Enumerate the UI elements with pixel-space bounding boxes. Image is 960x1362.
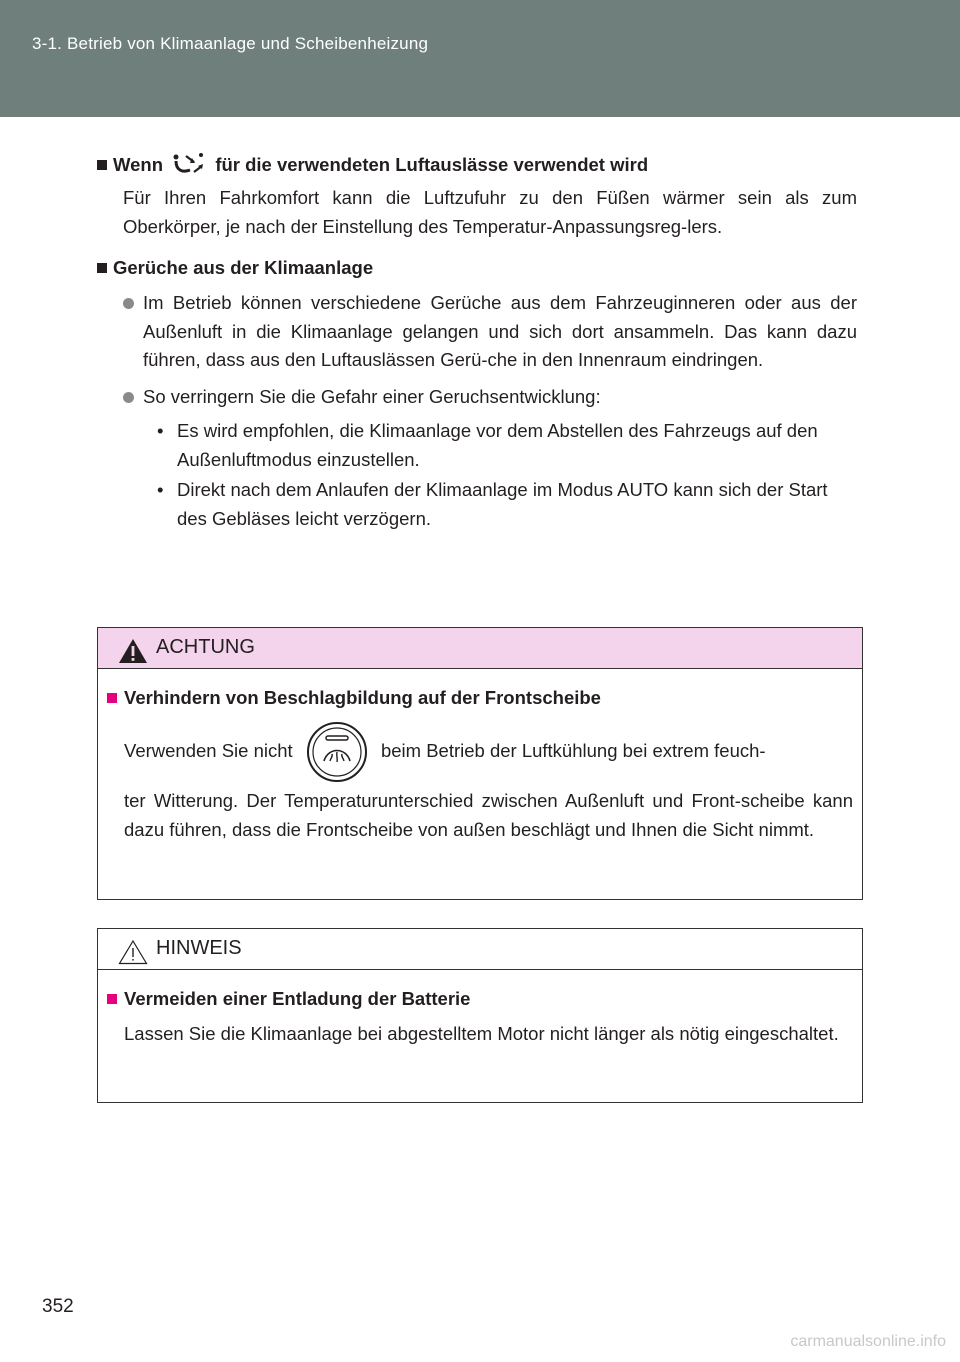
dot-bullet-icon: • xyxy=(157,479,164,500)
heading-text-post: für die verwendeten Luftauslässe verwendet wird xyxy=(215,154,649,175)
sub-item-1 xyxy=(157,417,857,474)
square-bullet-icon xyxy=(97,263,107,273)
main-content xyxy=(97,150,857,533)
notice-heading xyxy=(107,984,853,1014)
notice-heading-text: Vermeiden einer Entladung der Batterie xyxy=(124,988,471,1009)
list-item-odors-1 xyxy=(123,289,857,375)
section-heading-odors xyxy=(97,253,857,283)
warning-label: ACHTUNG xyxy=(156,636,255,658)
notice-box-body xyxy=(98,970,862,1049)
notice-box-header xyxy=(98,929,862,970)
sub-item-text: Direkt nach dem Anlaufen der Klimaanlage im Modus AUTO kann sich der Start des Gebläses leicht verzögern. xyxy=(177,479,828,529)
windshield-defogger-button-icon xyxy=(306,721,368,783)
warning-heading xyxy=(107,683,853,713)
notice-text: Lassen Sie die Klimaanlage bei abgestelltem Motor nicht länger als nötig eingeschaltet. xyxy=(124,1023,839,1044)
page-number: 352 xyxy=(42,1296,74,1317)
warning-heading-text: Verhindern von Beschlagbildung auf der Frontscheibe xyxy=(124,687,601,708)
notice-label: HINWEIS xyxy=(156,937,242,959)
warning-text-post: beim Betrieb der Luftkühlung bei extrem feuch- xyxy=(380,739,766,761)
warning-box-body xyxy=(98,669,862,844)
airflow-feet-upper-icon xyxy=(172,152,206,176)
watermark: carmanualsonline.info xyxy=(790,1333,946,1350)
square-bullet-pink-icon xyxy=(107,994,117,1004)
warning-box-header xyxy=(98,628,862,669)
warning-text-pre: Verwenden Sie nicht xyxy=(124,739,293,761)
square-bullet-pink-icon xyxy=(107,693,117,703)
dot-bullet-icon: • xyxy=(157,420,164,441)
section-text-airflow: Für Ihren Fahrkomfort kann die Luftzufuhr zu den Füßen wärmer sein als zum Oberkörper, je nach der Einstellung des Temperatur-Anpassungsreg-lers. xyxy=(123,187,857,237)
round-bullet-icon xyxy=(123,392,134,403)
heading-text-pre: Wenn xyxy=(113,154,164,175)
notice-box-hinweis xyxy=(97,928,863,1103)
list-item-text: So verringern Sie die Gefahr einer Geruchsentwicklung: xyxy=(143,385,601,407)
warning-text-cont: ter Witterung. Der Temperaturunterschied zwischen Außenluft und Front-scheibe kann dazu führen, dass die Frontscheibe von außen beschlägt und Ihnen die Sicht nimmt. xyxy=(124,790,853,840)
square-bullet-icon xyxy=(97,160,107,170)
notice-triangle-icon xyxy=(118,939,148,965)
heading-text: Gerüche aus der Klimaanlage xyxy=(113,257,374,278)
list-item-odors-2 xyxy=(123,383,857,412)
warning-triangle-icon xyxy=(118,638,148,664)
sub-item-text: Es wird empfohlen, die Klimaanlage vor dem Abstellen des Fahrzeugs auf den Außenluftmodus einzustellen. xyxy=(177,420,818,470)
warning-text-line1 xyxy=(124,721,853,783)
list-item-text: Im Betrieb können verschiedene Gerüche aus dem Fahrzeuginneren oder aus der Außenluft in die Klimaanlage gelangen und sich dort ansammeln. Das kann dazu führen, dass aus den Luftauslässen Gerü-che in den Innenraum eindringen. xyxy=(143,292,857,370)
sub-item-2 xyxy=(157,476,857,533)
chapter-title: 3-1. Betrieb von Klimaanlage und Scheibenheizung xyxy=(32,34,429,53)
page-header xyxy=(0,0,960,117)
warning-box-achtung xyxy=(97,627,863,900)
round-bullet-icon xyxy=(123,298,134,309)
section-heading-airflow xyxy=(97,150,857,180)
